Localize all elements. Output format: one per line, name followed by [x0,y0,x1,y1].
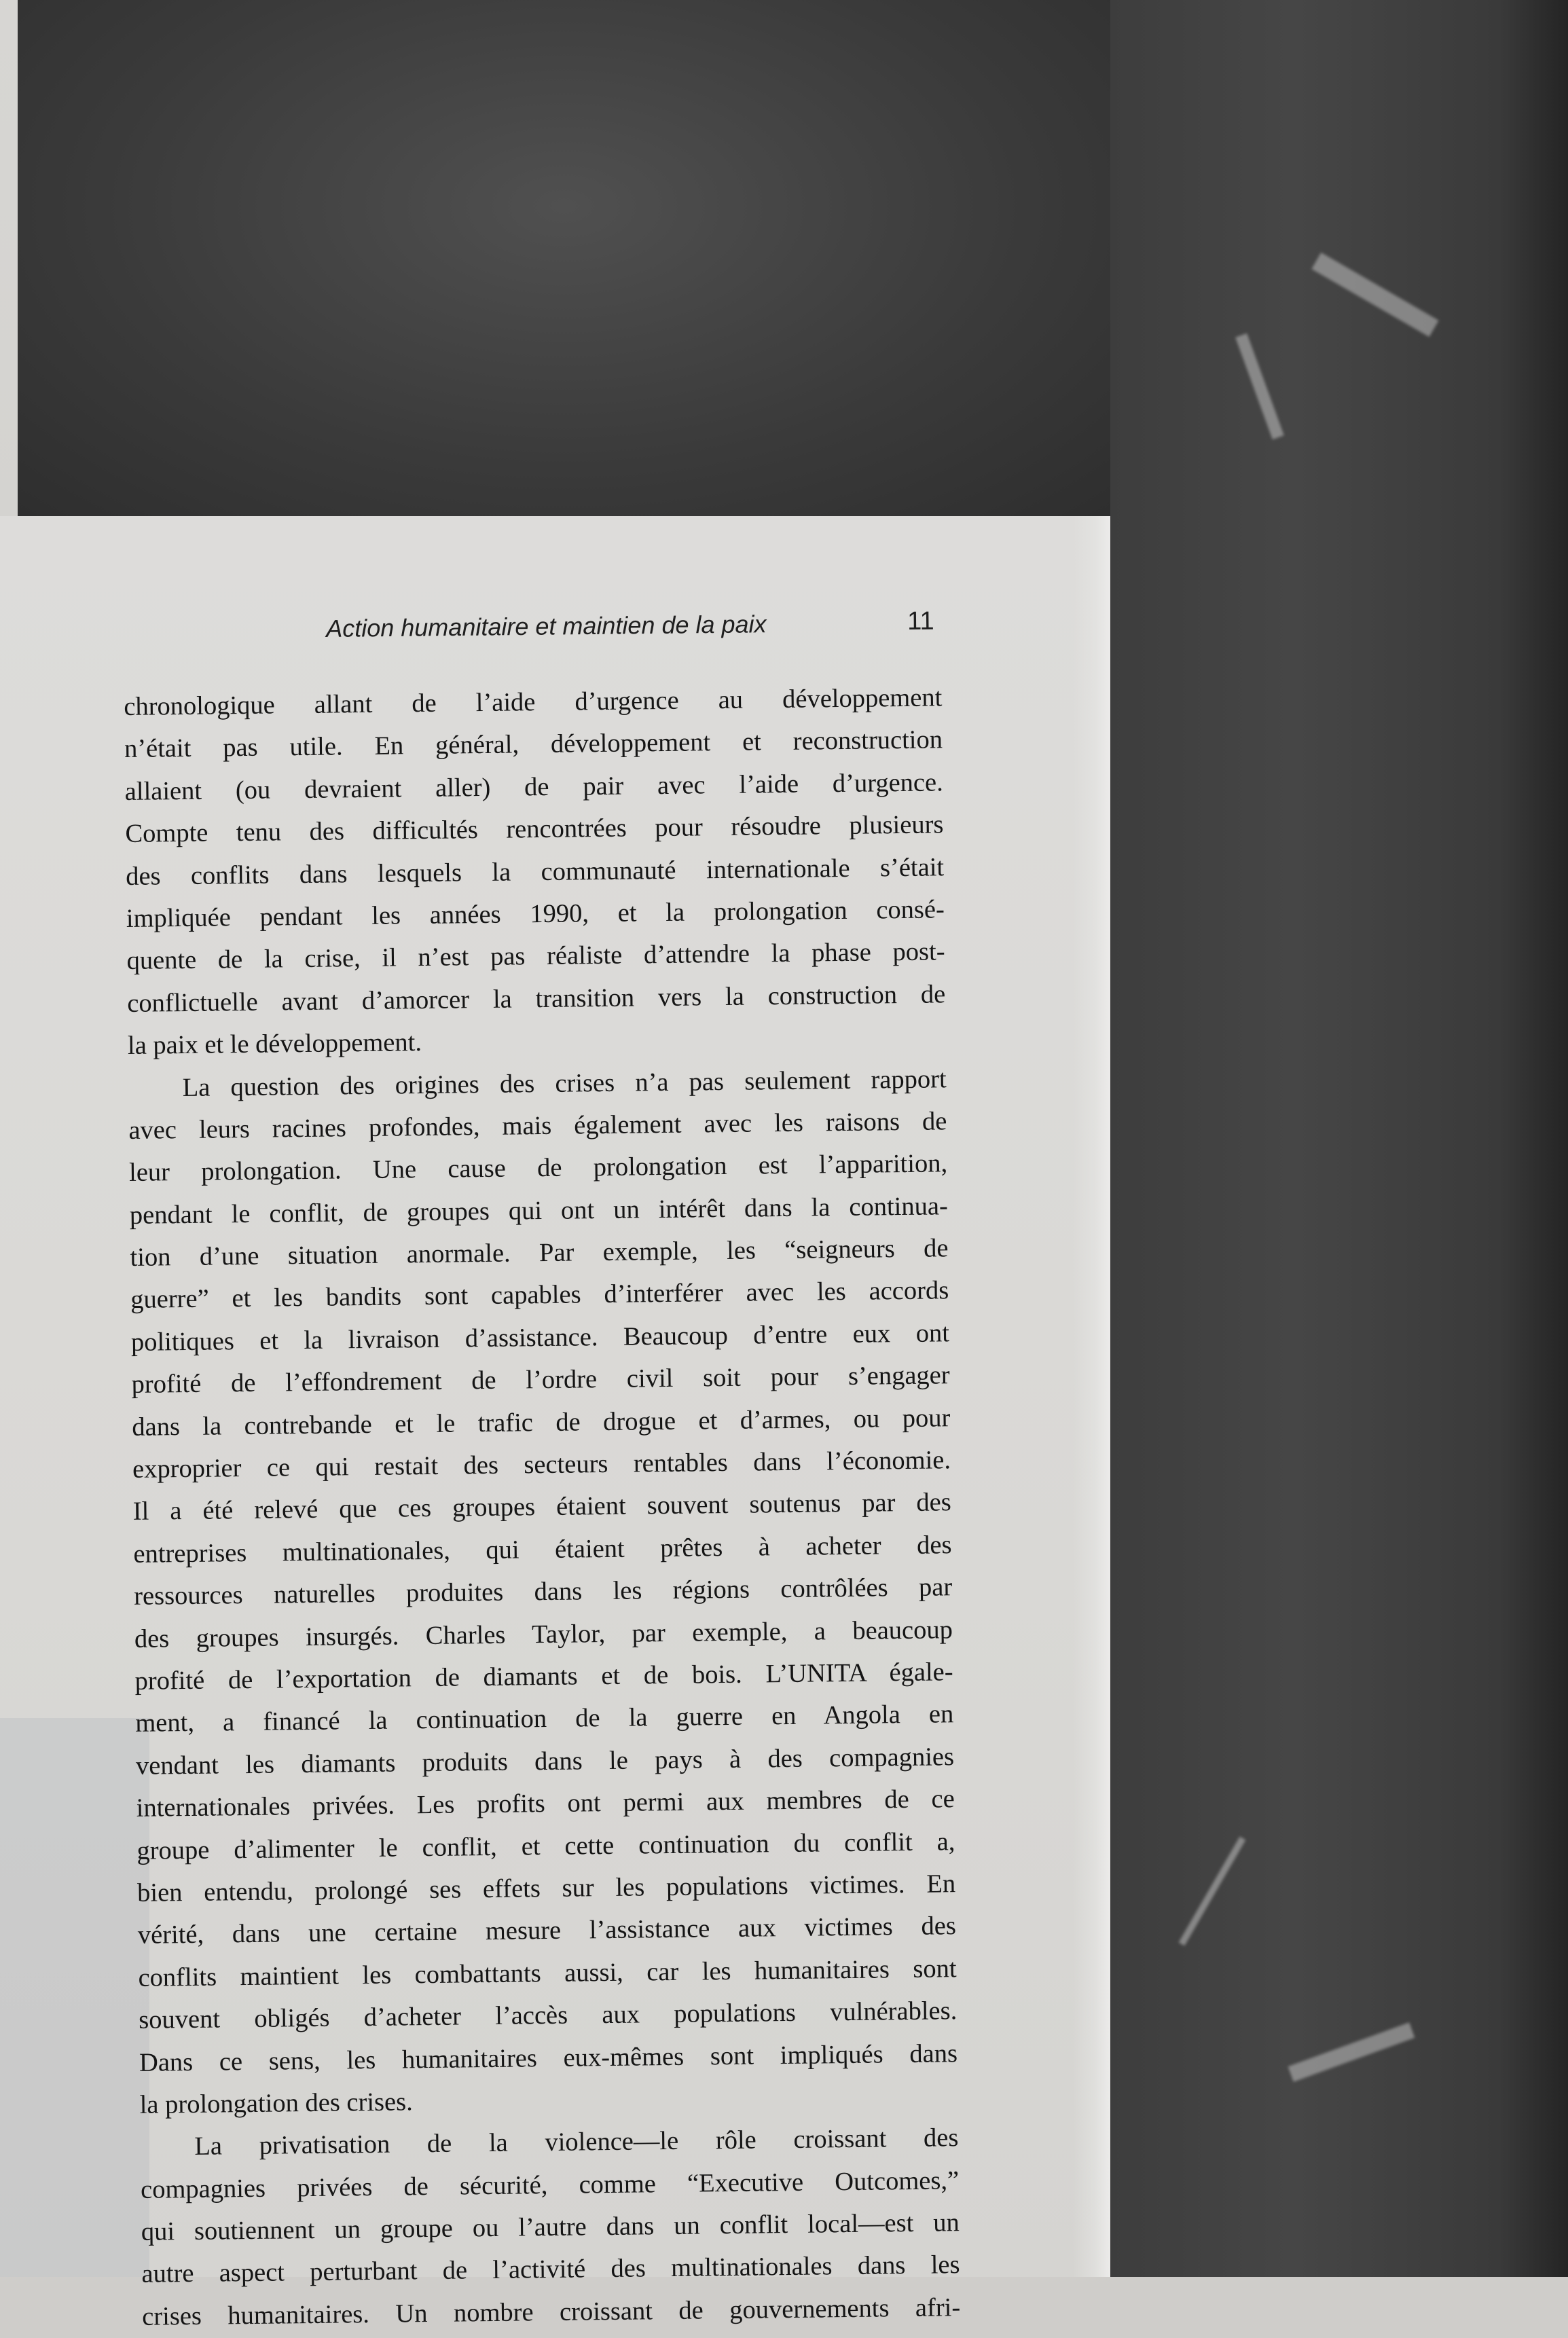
text-line: guerre” et les bandits sont capables d’interférer avec les accords [130,1276,949,1315]
running-head-title: Action humanitaire et maintien de la paix [326,610,767,642]
text-line: qui soutiennent un groupe ou l’autre dans un conflit local—est un [141,2208,960,2246]
text-line: souvent obligés d’acheter l’accès aux populations vulnérables. [139,1996,958,2034]
text-line: impliquée pendant les années 1990, et la prolongation consé- [126,895,945,933]
dark-overlay-top [18,0,1110,516]
text-line: conflits maintient les combattants aussi, car les humanitaires sont [138,1954,957,1992]
text-line: profité de l’exportation de diamants et de bois. L’UNITA égale- [134,1658,953,1696]
text-line: crises humanitaires. Un nombre croissant de gouvernements afri- [142,2293,961,2331]
text-line: quente de la crise, il n’est pas réaliste d’attendre la phase post- [126,937,945,976]
text-line: profité de l’effondrement de l’ordre civil soit pour s’engager [131,1361,950,1400]
text-line: pendant le conflit, de groupes qui ont un intérêt dans la continua- [129,1191,949,1230]
text-line: internationales privées. Les profits ont permi aux membres de ce [136,1785,955,1823]
text-line: politiques et la livraison d’assistance. Beaucoup d’entre eux ont [130,1319,950,1357]
text-line: exproprier ce qui restait des secteurs rentables dans l’économie. [132,1446,951,1484]
body-text [124,676,961,2338]
text-line: la paix et le développement. [127,1028,422,1061]
text-line: des conflits dans lesquels la communauté internationale s’était [125,852,945,891]
text-line: allaient (ou devraient aller) de pair avec l’aide d’urgence. [124,768,943,806]
lower-left-tint [0,1718,149,2277]
text-line: compagnies privées de sécurité, comme “Executive Outcomes,” [140,2166,960,2204]
text-line: conflictuelle avant d’amorcer la transition vers la construction de [127,980,946,1018]
text-line: tion d’une situation anormale. Par exemple, les “seigneurs de [130,1234,949,1273]
running-head [326,608,938,655]
text-line: Dans ce sens, les humanitaires eux-mêmes sont impliqués dans [139,2039,958,2077]
text-line: La question des origines des crises n’a pas seulement rapport [182,1064,947,1102]
dark-overlay-right [1110,0,1568,2277]
text-line: la prolongation des crises. [139,2087,413,2119]
text-line: chronologique allant de l’aide d’urgence au développement [124,683,943,721]
text-line: Compte tenu des difficultés rencontrées pour résoudre plusieurs [125,810,944,849]
text-line: dans la contrebande et le trafic de drogue et d’armes, ou pour [132,1403,951,1442]
text-line: leur prolongation. Une cause de prolongation est l’apparition, [128,1149,948,1188]
text-line: entreprises multinationales, qui étaient prêtes à acheter des [133,1531,952,1569]
page-edge-highlight [1073,516,1110,2277]
text-line: bien entendu, prolongé ses effets sur les populations victimes. En [136,1869,956,1907]
text-line: des groupes insurgés. Charles Taylor, par exemple, a beaucoup [134,1615,953,1654]
text-line: La privatisation de la violence—le rôle croissant des [194,2123,959,2161]
text-line: vérité, dans une certaine mesure l’assistance aux victimes des [137,1912,957,1950]
text-line: ressources naturelles produites dans les régions contrôlées par [133,1573,953,1611]
text-line: groupe d’alimenter le conflit, et cette continuation du conflit a, [136,1827,955,1865]
text-line: Il a été relevé que ces groupes étaient souvent soutenus par des [132,1488,951,1527]
text-line: avec leurs racines profondes, mais également avec les raisons de [128,1107,947,1145]
text-line: ment, a financé la continuation de la guerre en Angola en [135,1700,954,1738]
text-line: n’était pas utile. En général, développement et reconstruction [124,725,943,764]
page-number: 11 [907,606,934,636]
text-line: vendant les diamants produits dans le pays à des compagnies [135,1742,955,1780]
text-line: autre aspect perturbant de l’activité des multinationales dans les [141,2250,960,2289]
